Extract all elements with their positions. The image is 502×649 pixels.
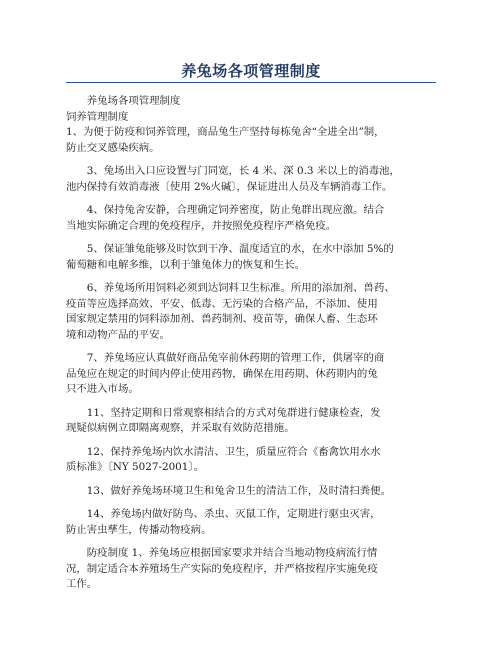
paragraph-line: 1、为便于防疫和饲养管理，商品兔生产坚持每栋兔舍“全进全出”制， xyxy=(66,126,385,138)
document-title: 养兔场各项管理制度 xyxy=(181,62,321,80)
paragraph-line: 质标准》〔NY 5027-2001〕。 xyxy=(66,461,204,473)
paragraph-line: 4、保持兔舍安静，合理确定饲养密度，防止兔群出现应激。结合 xyxy=(86,204,385,216)
paragraph-line: 13、做好养兔场环境卫生和兔舍卫生的清洁工作，及时清扫粪便。 xyxy=(86,484,391,497)
paragraph-line: 品兔应在规定的时间内停止使用药物，确保在用药期、休药期内的兔 xyxy=(66,367,378,380)
document-subtitle: 养兔场各项管理制度 xyxy=(86,95,181,107)
paragraph-14 xyxy=(66,507,436,538)
paragraph-6 xyxy=(66,281,436,343)
paragraph-1 xyxy=(66,125,436,156)
document-body xyxy=(66,94,436,593)
paragraph-line: 国家规定禁用的饲料添加剂、兽药制剂、疫苗等，确保人畜、生态环 xyxy=(66,313,378,325)
paragraph-line: 3、兔场出入口应设置与门同宽，长 4 米、深 0.3 米以上的消毒池， xyxy=(86,165,400,177)
paragraph-line: 11、坚持定期和日常观察相结合的方式对兔群进行健康检查，发 xyxy=(86,406,381,419)
paragraph-line: 防止害虫孳生，传播动物疫病。 xyxy=(66,523,212,536)
section-heading: 饲养管理制度 xyxy=(66,110,129,123)
paragraph-line: 境和动物产品的平安。 xyxy=(66,328,170,341)
paragraph-line: 工作。 xyxy=(66,578,98,590)
paragraph-5 xyxy=(66,242,436,273)
paragraph-line: 6、养兔场所用饲料必须到达饲料卫生标准。所用的添加剂、兽药、 xyxy=(86,282,395,294)
paragraph-line: 葡萄糖和电解多维，以利于雏兔体力的恢复和生长。 xyxy=(66,258,305,271)
paragraph-line: 5、保证雏兔能够及时饮到干净、温度适宜的水，在水中添加 5%的 xyxy=(86,243,394,255)
paragraph-line: 14、养兔场内做好防鸟、杀虫、灭鼠工作，定期进行驱虫灭害， xyxy=(86,508,381,520)
paragraph-3 xyxy=(66,164,436,195)
paragraph-7 xyxy=(66,351,436,398)
paragraph-11 xyxy=(66,406,436,437)
paragraph-line: 池内保持有效消毒液〔使用 2%火碱〕，保证进出人员及车辆消毒工作。 xyxy=(66,180,393,193)
paragraph-12 xyxy=(66,445,436,476)
title-underline xyxy=(66,82,436,83)
paragraph-line: 当地实际确定合理的免疫程序，并按照免疫程序严格免疫。 xyxy=(66,219,337,232)
paragraph-4 xyxy=(66,203,436,234)
paragraph-line: 只不进入市场。 xyxy=(66,383,139,395)
paragraph-epidemic-prevention xyxy=(66,546,436,593)
paragraph-line: 防止交叉感染疾病。 xyxy=(66,141,160,154)
paragraph-line: 防疫制度 1、养兔场应根据国家要求并结合当地动物疫病流行情 xyxy=(86,547,378,559)
paragraph-line: 现疑似病例立即隔离观察，并采取有效防范措施。 xyxy=(66,422,295,434)
paragraph-line: 7、养兔场应认真做好商品兔宰前休药期的管理工作，供屠宰的商 xyxy=(86,352,385,364)
paragraph-line: 12、保持养兔场内饮水清洁、卫生，质量应符合《畜禽饮用水水 xyxy=(86,445,381,458)
paragraph-line: 疫苗等应选择高效、平安、低毒、无污染的合格产品，不添加、使用 xyxy=(66,297,378,310)
paragraph-line: 况，制定适合本养殖场生产实际的免疫程序，并严格按程序实施免疫 xyxy=(66,562,378,575)
paragraph-13 xyxy=(66,484,436,500)
